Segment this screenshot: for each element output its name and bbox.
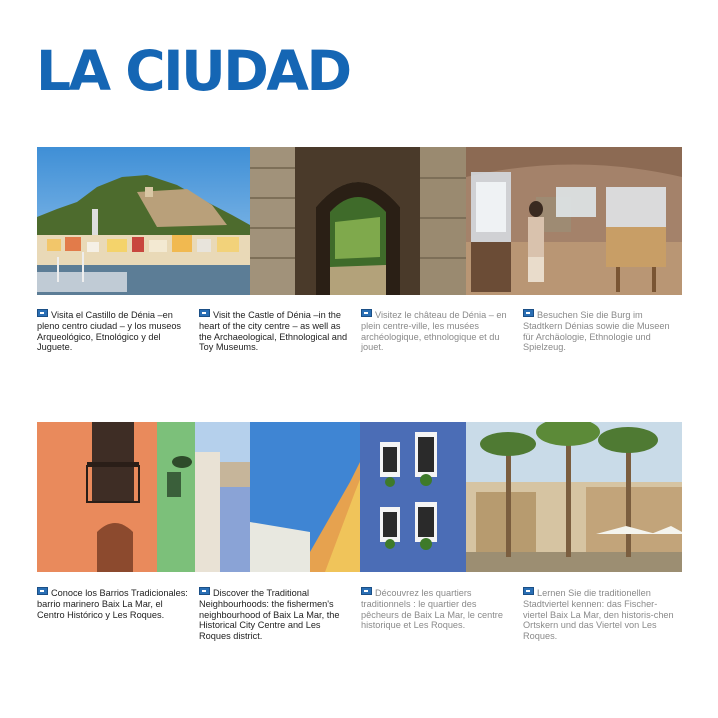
caption-de: Besuchen Sie die Burg im Stadtkern Dénias sowie die Museen für Archäologie, Ethnologie und Spielzeug.	[523, 310, 670, 353]
blue-street-photo	[250, 422, 466, 572]
colourful-houses-photo	[37, 422, 250, 572]
castle-gate-photo	[250, 147, 466, 295]
castle-harbour-photo	[37, 147, 250, 295]
caption-fr: Visitez le château de Dénia – en plein centre-ville, les musées archéologique, ethnologique et du jouet.	[361, 310, 507, 353]
caption-es: Conoce los Barrios Tradicionales: barrio marinero Baix La Mar, el Centro Histórico y Les Roques.	[37, 588, 188, 620]
museum-interior-photo	[466, 147, 682, 295]
caption-en: Discover the Traditional Neighbourhoods: the fishermen's neighbourhood of Baix La Mar, the Historical City Centre and Les Roques district.	[199, 588, 340, 642]
flag-en-icon	[199, 587, 210, 595]
castle-captions	[37, 309, 685, 353]
page-title: LA CIUDAD	[36, 39, 350, 103]
flag-es-icon	[37, 587, 48, 595]
caption-fr: Découvrez les quartiers traditionnels : le quartier des pêcheurs de Baix La Mar, le centre historique et Les Roques.	[361, 588, 503, 631]
flag-fr-icon	[361, 587, 372, 595]
caption-en: Visit the Castle of Dénia –in the heart of the city centre – as well as the Archaeological, Ethnological and Toy Museums.	[199, 310, 348, 353]
neighbourhood-photo-strip	[37, 422, 682, 572]
palm-square-photo	[466, 422, 682, 572]
castle-photo-strip	[37, 147, 682, 295]
caption-es: Visita el Castillo de Dénia –en pleno centro ciudad – y los museos Arqueológico, Etnológico y del Juguete.	[37, 310, 182, 353]
neighbourhood-captions	[37, 587, 685, 642]
caption-de: Lernen Sie die traditionellen Stadtviertel kennen: das Fischer-viertel Baix La Mar, den historis-chen Ortskern und das Viertel von Les Roques.	[523, 588, 674, 642]
flag-fr-icon	[361, 309, 372, 317]
flag-en-icon	[199, 309, 210, 317]
flag-de-icon	[523, 309, 534, 317]
flag-es-icon	[37, 309, 48, 317]
flag-de-icon	[523, 587, 534, 595]
